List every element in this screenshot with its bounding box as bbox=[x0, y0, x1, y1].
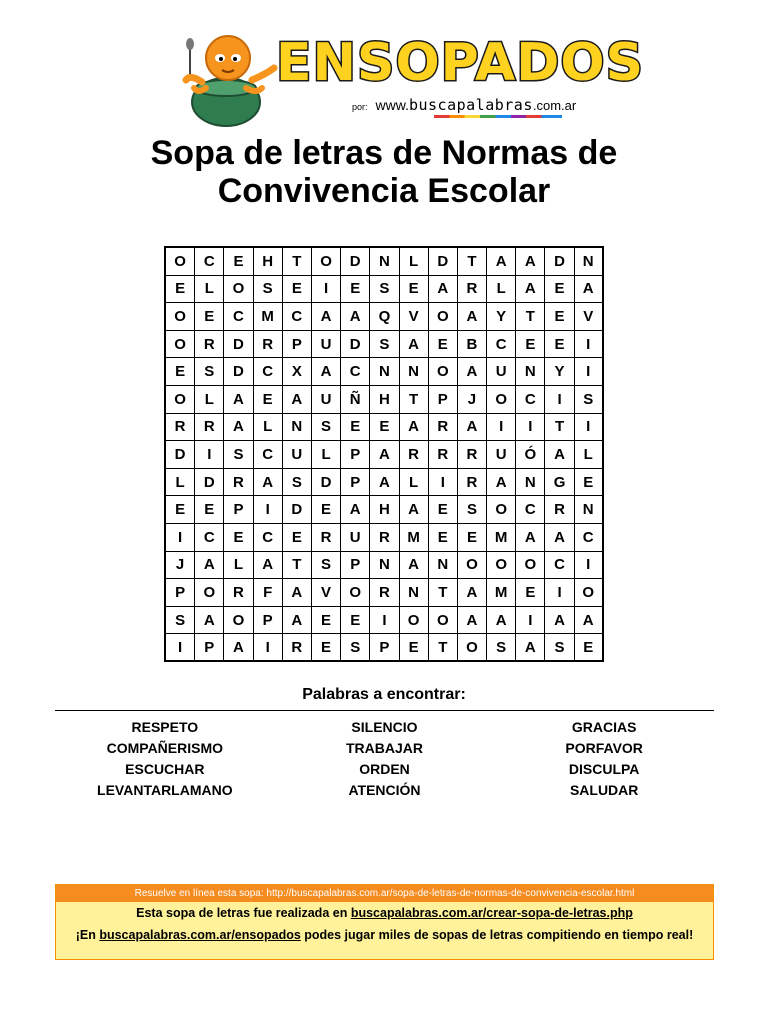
grid-cell[interactable]: A bbox=[487, 607, 516, 635]
grid-cell[interactable]: R bbox=[195, 414, 224, 442]
grid-cell[interactable]: D bbox=[545, 248, 574, 276]
play-prefix: ¡En bbox=[75, 928, 100, 942]
grid-cell[interactable]: S bbox=[370, 331, 399, 359]
grid-cell[interactable]: A bbox=[400, 552, 429, 580]
grid-cell[interactable]: L bbox=[312, 441, 341, 469]
grid-cell[interactable]: R bbox=[224, 579, 253, 607]
byline-www: www. bbox=[375, 97, 409, 113]
grid-cell[interactable]: E bbox=[254, 386, 283, 414]
grid-cell[interactable]: E bbox=[545, 331, 574, 359]
grid-cell[interactable]: E bbox=[312, 634, 341, 662]
grid-cell[interactable]: A bbox=[224, 634, 253, 662]
grid-cell[interactable]: I bbox=[254, 634, 283, 662]
ensopados-link[interactable]: buscapalabras.com.ar/ensopados bbox=[99, 928, 301, 942]
grid-cell[interactable]: E bbox=[400, 276, 429, 304]
grid-cell[interactable]: A bbox=[575, 607, 604, 635]
grid-cell[interactable]: R bbox=[370, 579, 399, 607]
grid-cell[interactable]: R bbox=[400, 441, 429, 469]
word-item: LEVANTARLAMANO bbox=[97, 781, 233, 798]
grid-cell[interactable]: A bbox=[545, 524, 574, 552]
grid-cell[interactable]: L bbox=[575, 441, 604, 469]
grid-cell[interactable]: O bbox=[487, 552, 516, 580]
grid-cell[interactable]: E bbox=[545, 276, 574, 304]
grid-cell[interactable]: M bbox=[487, 524, 516, 552]
grid-cell[interactable]: P bbox=[166, 579, 195, 607]
grid-cell[interactable]: N bbox=[400, 358, 429, 386]
grid-cell[interactable]: I bbox=[166, 634, 195, 662]
grid-cell[interactable]: C bbox=[575, 524, 604, 552]
grid-cell[interactable]: T bbox=[458, 248, 487, 276]
grid-cell[interactable]: I bbox=[254, 496, 283, 524]
footer-box bbox=[55, 884, 714, 960]
grid-cell[interactable]: R bbox=[458, 469, 487, 497]
word-item: SILENCIO bbox=[351, 718, 418, 735]
grid-cell[interactable]: T bbox=[429, 634, 458, 662]
grid-cell[interactable]: O bbox=[341, 579, 370, 607]
grid-cell[interactable]: E bbox=[370, 414, 399, 442]
word-item: GRACIAS bbox=[571, 718, 637, 735]
grid-cell[interactable]: N bbox=[575, 248, 604, 276]
grid-cell[interactable]: T bbox=[283, 552, 312, 580]
grid-cell[interactable]: H bbox=[370, 386, 399, 414]
grid-cell[interactable]: S bbox=[312, 414, 341, 442]
grid-cell[interactable]: A bbox=[458, 303, 487, 331]
grid-cell[interactable]: I bbox=[166, 524, 195, 552]
grid-cell[interactable]: L bbox=[166, 469, 195, 497]
grid-cell[interactable]: C bbox=[516, 386, 545, 414]
grid-cell[interactable]: A bbox=[195, 552, 224, 580]
grid-cell[interactable]: A bbox=[283, 579, 312, 607]
word-item: ESCUCHAR bbox=[125, 760, 205, 777]
grid-cell[interactable]: H bbox=[370, 496, 399, 524]
grid-cell[interactable]: S bbox=[195, 358, 224, 386]
grid-cell[interactable]: O bbox=[458, 634, 487, 662]
grid-cell[interactable]: I bbox=[312, 276, 341, 304]
grid-cell[interactable]: N bbox=[283, 414, 312, 442]
word-item: ATENCIÓN bbox=[348, 781, 421, 798]
grid-cell[interactable]: A bbox=[195, 607, 224, 635]
grid-cell[interactable]: J bbox=[166, 552, 195, 580]
grid-cell[interactable]: I bbox=[575, 331, 604, 359]
word-item: RESPETO bbox=[131, 718, 199, 735]
grid-cell[interactable]: S bbox=[370, 276, 399, 304]
grid-cell[interactable]: U bbox=[487, 441, 516, 469]
letter-grid bbox=[164, 246, 604, 662]
grid-cell[interactable]: C bbox=[341, 358, 370, 386]
grid-cell[interactable]: O bbox=[166, 248, 195, 276]
header bbox=[0, 0, 768, 130]
grid-cell[interactable]: C bbox=[545, 552, 574, 580]
grid-cell[interactable]: C bbox=[195, 524, 224, 552]
grid-cell[interactable]: A bbox=[458, 358, 487, 386]
grid-cell[interactable]: N bbox=[516, 469, 545, 497]
grid-cell[interactable]: I bbox=[370, 607, 399, 635]
grid-cell[interactable]: O bbox=[487, 386, 516, 414]
grid-cell[interactable]: D bbox=[166, 441, 195, 469]
grid-cell[interactable]: A bbox=[283, 386, 312, 414]
word-list bbox=[55, 716, 714, 800]
grid-cell[interactable]: N bbox=[370, 552, 399, 580]
byline-domain: .com.ar bbox=[532, 98, 577, 113]
grid-cell[interactable]: D bbox=[341, 248, 370, 276]
grid-cell[interactable]: V bbox=[575, 303, 604, 331]
grid-cell[interactable]: A bbox=[312, 303, 341, 331]
grid-cell[interactable]: E bbox=[195, 496, 224, 524]
grid-cell[interactable]: D bbox=[312, 469, 341, 497]
grid-cell[interactable]: S bbox=[575, 386, 604, 414]
grid-cell[interactable]: S bbox=[312, 552, 341, 580]
grid-cell[interactable]: T bbox=[545, 414, 574, 442]
grid-cell[interactable]: A bbox=[254, 469, 283, 497]
grid-cell[interactable]: O bbox=[400, 607, 429, 635]
grid-cell[interactable]: O bbox=[195, 579, 224, 607]
grid-cell[interactable]: E bbox=[429, 331, 458, 359]
grid-cell[interactable]: U bbox=[312, 386, 341, 414]
grid-cell[interactable]: G bbox=[545, 469, 574, 497]
color-stripe bbox=[434, 115, 562, 118]
grid-cell[interactable]: A bbox=[400, 414, 429, 442]
grid-cell[interactable]: D bbox=[224, 331, 253, 359]
grid-cell[interactable]: E bbox=[341, 414, 370, 442]
grid-cell[interactable]: A bbox=[516, 248, 545, 276]
word-item: TRABAJAR bbox=[345, 739, 423, 756]
divider bbox=[55, 710, 714, 711]
grid-cell[interactable]: O bbox=[224, 607, 253, 635]
grid-cell[interactable]: V bbox=[312, 579, 341, 607]
word-item: DISCULPA bbox=[568, 760, 640, 777]
grid-cell[interactable]: O bbox=[516, 552, 545, 580]
grid-cell[interactable]: P bbox=[283, 331, 312, 359]
grid-cell[interactable]: P bbox=[370, 634, 399, 662]
grid-cell[interactable]: S bbox=[224, 441, 253, 469]
grid-cell[interactable]: A bbox=[545, 607, 574, 635]
grid-cell[interactable]: Ó bbox=[516, 441, 545, 469]
brand-name: ENSOPADOS bbox=[275, 33, 645, 93]
grid-cell[interactable]: A bbox=[312, 358, 341, 386]
grid-cell[interactable]: O bbox=[458, 552, 487, 580]
grid-cell[interactable]: R bbox=[429, 414, 458, 442]
grid-cell[interactable]: A bbox=[516, 524, 545, 552]
grid-cell[interactable]: E bbox=[575, 469, 604, 497]
grid-cell[interactable]: L bbox=[195, 386, 224, 414]
grid-cell[interactable]: S bbox=[458, 496, 487, 524]
word-item: SALUDAR bbox=[569, 781, 639, 798]
grid-cell[interactable]: A bbox=[254, 552, 283, 580]
grid-cell[interactable]: P bbox=[341, 552, 370, 580]
grid-cell[interactable]: C bbox=[254, 524, 283, 552]
grid-cell[interactable]: E bbox=[224, 248, 253, 276]
grid-cell[interactable]: E bbox=[283, 524, 312, 552]
grid-cell[interactable]: E bbox=[429, 524, 458, 552]
grid-cell[interactable]: I bbox=[516, 414, 545, 442]
create-link[interactable]: buscapalabras.com.ar/crear-sopa-de-letras.php bbox=[350, 906, 633, 920]
page-title bbox=[0, 134, 768, 210]
grid-cell[interactable]: E bbox=[429, 496, 458, 524]
play-line bbox=[56, 924, 713, 946]
grid-cell[interactable]: S bbox=[283, 469, 312, 497]
grid-cell[interactable]: I bbox=[487, 414, 516, 442]
grid-cell[interactable]: M bbox=[254, 303, 283, 331]
grid-cell[interactable]: E bbox=[545, 303, 574, 331]
grid-cell[interactable]: U bbox=[312, 331, 341, 359]
grid-cell[interactable]: L bbox=[400, 469, 429, 497]
grid-cell[interactable]: Q bbox=[370, 303, 399, 331]
grid-cell[interactable]: A bbox=[224, 386, 253, 414]
grid-cell[interactable]: E bbox=[195, 303, 224, 331]
grid-cell[interactable]: T bbox=[400, 386, 429, 414]
grid-cell[interactable]: E bbox=[166, 276, 195, 304]
grid-cell[interactable]: E bbox=[312, 496, 341, 524]
play-suffix: podes jugar miles de sopas de letras compitiendo en tiempo real! bbox=[300, 928, 694, 942]
grid-cell[interactable]: R bbox=[224, 469, 253, 497]
grid-cell[interactable]: O bbox=[429, 607, 458, 635]
grid-cell[interactable]: M bbox=[400, 524, 429, 552]
grid-cell[interactable]: O bbox=[166, 303, 195, 331]
grid-cell[interactable]: R bbox=[458, 276, 487, 304]
grid-cell[interactable]: A bbox=[516, 276, 545, 304]
grid-cell[interactable]: C bbox=[254, 358, 283, 386]
grid-cell[interactable]: P bbox=[341, 469, 370, 497]
grid-cell[interactable]: T bbox=[283, 248, 312, 276]
grid-cell[interactable]: P bbox=[429, 386, 458, 414]
byline-site: buscapalabras bbox=[408, 96, 533, 114]
grid-cell[interactable]: S bbox=[487, 634, 516, 662]
grid-cell[interactable]: O bbox=[429, 303, 458, 331]
grid-cell[interactable]: A bbox=[487, 469, 516, 497]
grid-cell[interactable]: N bbox=[516, 358, 545, 386]
grid-cell[interactable]: N bbox=[370, 358, 399, 386]
grid-cell[interactable]: E bbox=[575, 634, 604, 662]
grid-cell[interactable]: R bbox=[370, 524, 399, 552]
grid-cell[interactable]: R bbox=[166, 414, 195, 442]
grid-cell[interactable]: E bbox=[312, 607, 341, 635]
grid-cell[interactable]: F bbox=[254, 579, 283, 607]
grid-cell[interactable]: I bbox=[545, 579, 574, 607]
grid-cell[interactable]: B bbox=[458, 331, 487, 359]
grid-cell[interactable]: A bbox=[575, 276, 604, 304]
grid-cell[interactable]: C bbox=[195, 248, 224, 276]
online-link[interactable]: Resuelve en línea esta sopa: http://buscapalabras.com.ar/sopa-de-letras-de-normas-de-convivencia-escolar.html bbox=[56, 885, 713, 902]
grid-cell[interactable]: M bbox=[487, 579, 516, 607]
grid-cell[interactable]: P bbox=[195, 634, 224, 662]
grid-cell[interactable]: C bbox=[224, 303, 253, 331]
grid-cell[interactable]: E bbox=[458, 524, 487, 552]
made-prefix: Esta sopa de letras fue realizada en bbox=[136, 906, 351, 920]
grid-cell[interactable]: D bbox=[341, 331, 370, 359]
grid-cell[interactable]: L bbox=[254, 414, 283, 442]
grid-cell[interactable]: N bbox=[575, 496, 604, 524]
grid-cell[interactable]: A bbox=[458, 607, 487, 635]
grid-cell[interactable]: L bbox=[487, 276, 516, 304]
grid-cell[interactable]: U bbox=[283, 441, 312, 469]
grid-cell[interactable]: A bbox=[545, 441, 574, 469]
title-line-2: Convivencia Escolar bbox=[217, 172, 551, 210]
grid-cell[interactable]: N bbox=[370, 248, 399, 276]
grid-cell[interactable]: S bbox=[341, 634, 370, 662]
ensopados-logo bbox=[275, 28, 645, 98]
grid-cell[interactable]: A bbox=[458, 579, 487, 607]
grid-cell[interactable]: R bbox=[458, 441, 487, 469]
grid-cell[interactable]: A bbox=[429, 276, 458, 304]
grid-cell[interactable]: P bbox=[224, 496, 253, 524]
grid-cell[interactable]: V bbox=[400, 303, 429, 331]
grid-cell[interactable]: R bbox=[429, 441, 458, 469]
grid-cell[interactable]: H bbox=[254, 248, 283, 276]
grid-cell[interactable]: N bbox=[400, 579, 429, 607]
grid-cell[interactable]: C bbox=[487, 331, 516, 359]
grid-cell[interactable]: I bbox=[429, 469, 458, 497]
grid-cell[interactable]: R bbox=[195, 331, 224, 359]
grid-cell[interactable]: L bbox=[224, 552, 253, 580]
grid-cell[interactable]: A bbox=[224, 414, 253, 442]
grid-cell[interactable]: T bbox=[429, 579, 458, 607]
grid-cell[interactable]: A bbox=[400, 331, 429, 359]
grid-cell[interactable]: E bbox=[283, 276, 312, 304]
grid-cell[interactable]: O bbox=[429, 358, 458, 386]
grid-cell[interactable]: U bbox=[341, 524, 370, 552]
grid-cell[interactable]: E bbox=[516, 331, 545, 359]
grid-cell[interactable]: S bbox=[545, 634, 574, 662]
grid-cell[interactable]: E bbox=[166, 496, 195, 524]
grid-cell[interactable]: O bbox=[224, 276, 253, 304]
grid-cell[interactable]: A bbox=[400, 496, 429, 524]
grid-cell[interactable]: P bbox=[254, 607, 283, 635]
grid-cell[interactable]: R bbox=[312, 524, 341, 552]
grid-cell[interactable]: R bbox=[254, 331, 283, 359]
grid-cell[interactable]: A bbox=[341, 496, 370, 524]
grid-cell[interactable]: I bbox=[545, 386, 574, 414]
title-line-1: Sopa de letras de Normas de bbox=[150, 134, 618, 172]
grid-cell[interactable]: D bbox=[195, 469, 224, 497]
octopus-mascot-icon bbox=[182, 30, 282, 130]
grid-cell[interactable]: N bbox=[429, 552, 458, 580]
words-heading: Palabras a encontrar: bbox=[302, 686, 466, 703]
grid-cell[interactable]: E bbox=[341, 276, 370, 304]
grid-cell[interactable]: E bbox=[166, 358, 195, 386]
grid-cell[interactable]: A bbox=[283, 607, 312, 635]
grid-cell[interactable]: Y bbox=[487, 303, 516, 331]
grid-cell[interactable]: I bbox=[195, 441, 224, 469]
made-with-line bbox=[56, 902, 713, 924]
grid-cell[interactable]: E bbox=[341, 607, 370, 635]
grid-cell[interactable]: P bbox=[341, 441, 370, 469]
grid-cell[interactable]: Y bbox=[545, 358, 574, 386]
word-item: COMPAÑERISMO bbox=[106, 739, 224, 756]
grid-cell[interactable]: E bbox=[400, 634, 429, 662]
grid-cell[interactable]: R bbox=[545, 496, 574, 524]
grid-cell[interactable]: U bbox=[487, 358, 516, 386]
grid-cell[interactable]: O bbox=[487, 496, 516, 524]
grid-cell[interactable]: I bbox=[575, 552, 604, 580]
grid-cell[interactable]: J bbox=[458, 386, 487, 414]
grid-cell[interactable]: R bbox=[283, 634, 312, 662]
grid-cell[interactable]: O bbox=[166, 331, 195, 359]
grid-cell[interactable]: C bbox=[283, 303, 312, 331]
grid-cell[interactable]: A bbox=[370, 469, 399, 497]
grid-cell[interactable]: S bbox=[166, 607, 195, 635]
grid-cell[interactable]: I bbox=[575, 358, 604, 386]
grid-cell[interactable]: O bbox=[312, 248, 341, 276]
byline bbox=[352, 96, 576, 114]
word-item: ORDEN bbox=[359, 760, 410, 777]
grid-cell[interactable]: A bbox=[341, 303, 370, 331]
grid-cell[interactable]: A bbox=[370, 441, 399, 469]
grid-cell[interactable]: L bbox=[400, 248, 429, 276]
grid-cell[interactable]: L bbox=[195, 276, 224, 304]
grid-cell[interactable]: O bbox=[166, 386, 195, 414]
grid-cell[interactable]: A bbox=[487, 248, 516, 276]
grid-cell[interactable]: I bbox=[575, 414, 604, 442]
grid-cell[interactable]: E bbox=[224, 524, 253, 552]
byline-por: por: bbox=[352, 102, 368, 112]
grid-cell[interactable]: I bbox=[516, 607, 545, 635]
grid-cell[interactable]: D bbox=[283, 496, 312, 524]
word-item: PORFAVOR bbox=[565, 739, 643, 756]
grid-cell[interactable]: D bbox=[224, 358, 253, 386]
grid-cell[interactable]: A bbox=[458, 414, 487, 442]
grid-cell[interactable]: D bbox=[429, 248, 458, 276]
grid-cell[interactable]: C bbox=[254, 441, 283, 469]
grid-cell[interactable]: X bbox=[283, 358, 312, 386]
grid-cell[interactable]: O bbox=[575, 579, 604, 607]
grid-cell[interactable]: Ñ bbox=[341, 386, 370, 414]
grid-cell[interactable]: S bbox=[254, 276, 283, 304]
grid-cell[interactable]: C bbox=[516, 496, 545, 524]
grid-cell[interactable]: E bbox=[516, 579, 545, 607]
grid-cell[interactable]: T bbox=[516, 303, 545, 331]
grid-cell[interactable]: A bbox=[516, 634, 545, 662]
